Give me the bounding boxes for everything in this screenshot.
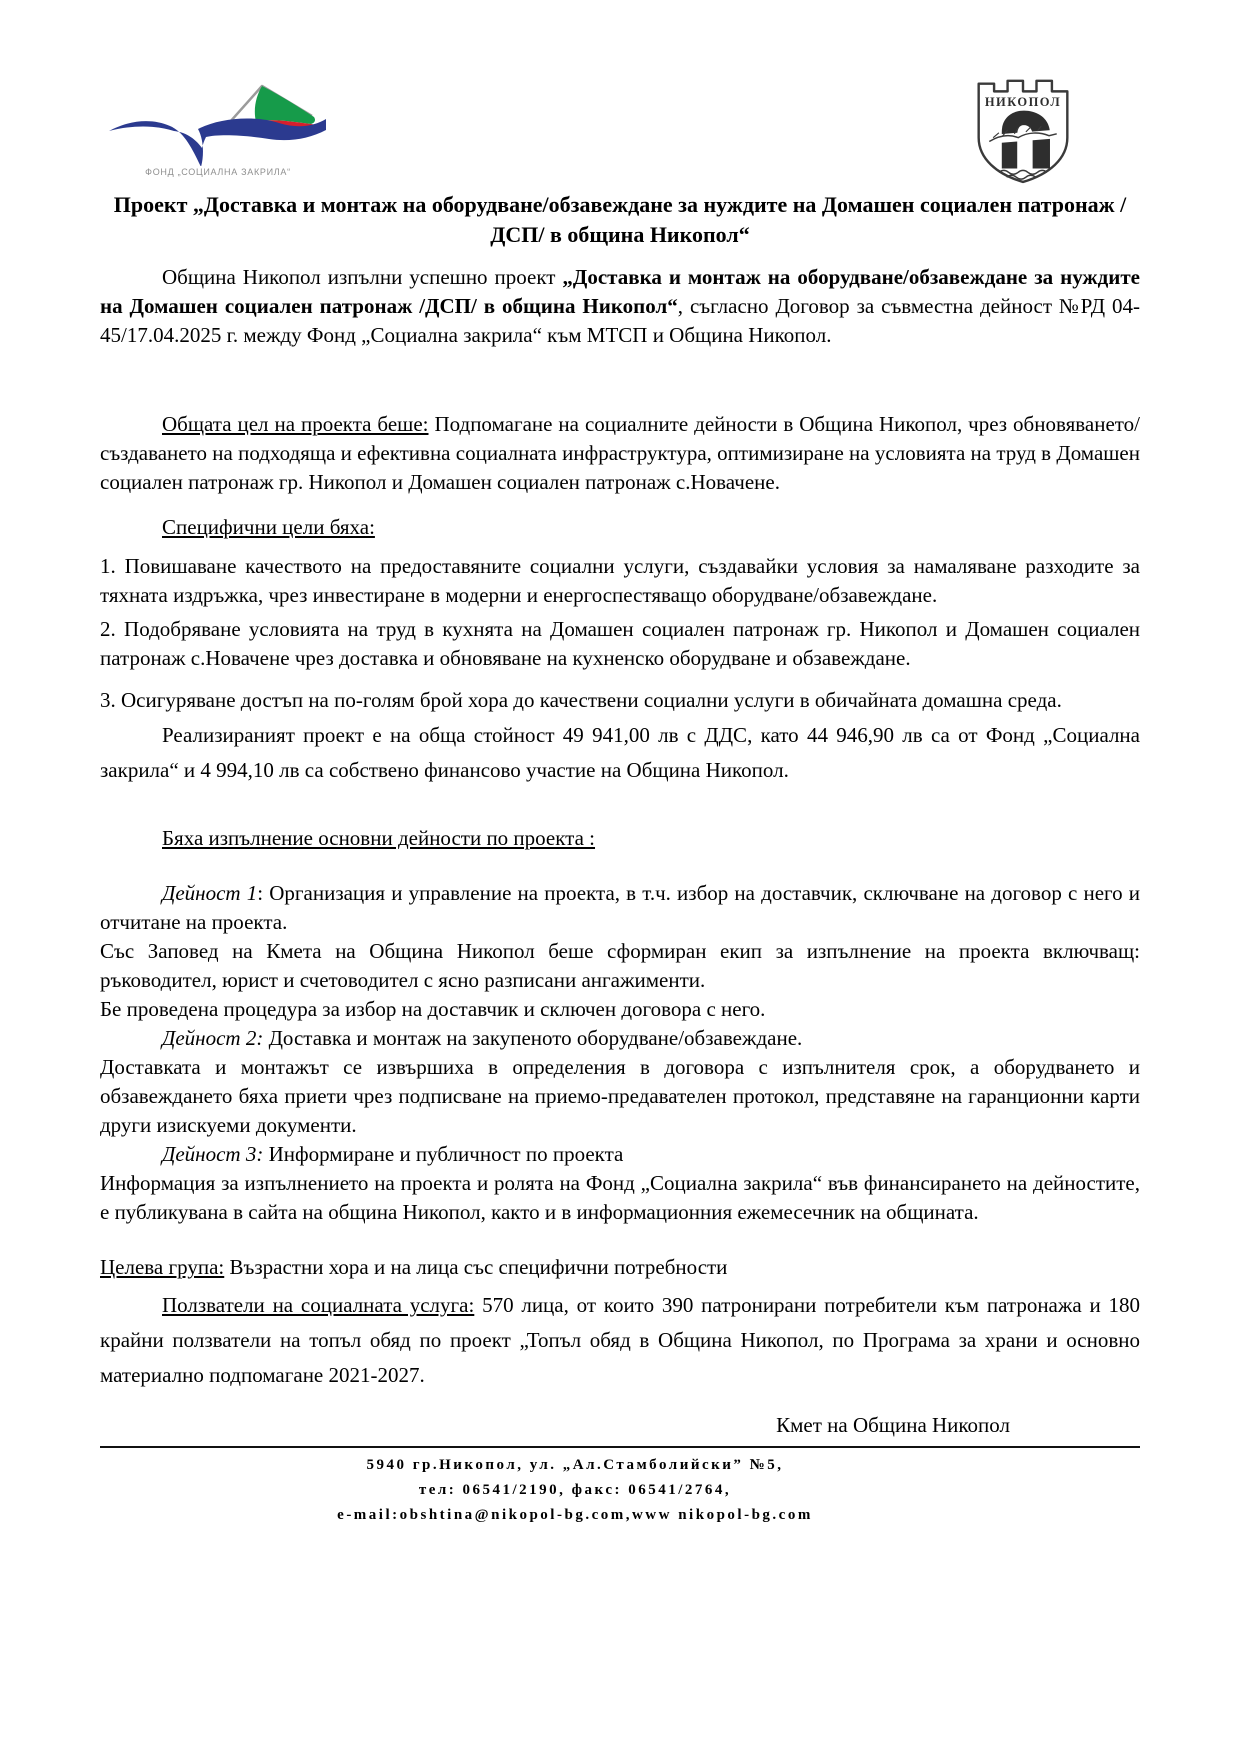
intro-text-pre: Община Никопол изпълни успешно проект <box>162 265 563 289</box>
intro-text-post: , съгласно Договор за съвместна дейност №РД 04-45/17.04.2025 г. между Фонд „Социална закрила“ към МТСП и Община Никопол. <box>100 294 1140 347</box>
activity-1-paragraph <box>100 879 1140 937</box>
activity-1-text: : Организация и управление на проекта, в т.ч. избор на доставчик, сключване на договор с него и отчитане на проекта. <box>100 881 1140 934</box>
users-label: Ползватели на социалната услуга: <box>162 1293 475 1317</box>
activity-2-paragraph <box>100 1024 1140 1053</box>
objective-item-3: 3. Осигуряване достъп на по-голям брой хора до качествени социални услуги в обичайната домашна среда. <box>100 688 1062 712</box>
separator-line <box>100 1446 1140 1448</box>
activity-2-text: Доставка и монтаж на закупеното оборудване/обзавеждане. <box>263 1026 803 1050</box>
project-goal-paragraph <box>100 410 1140 497</box>
activity-2-body-paragraph: Доставката и монтажът се извършиха в определения в договора с изпълнителя срок, а оборудването и обзавеждането бяха приети чрез подписване на приемо-предавателен протокол, представяне на гаранционни карти други изискуеми документи. <box>100 1055 1140 1137</box>
objective-item-1: 1. Повишаване качеството на предоставяните социални услуги, създавайки условия за намаляване разходите за тяхната издръжка, чрез инвестиране в модерни и енергоспестяващо оборудване/обзавеждане. <box>100 554 1140 607</box>
objective-item-2: 2. Подобряване условията на труд в кухнята на Домашен социален патронаж гр. Никопол и Домашен социален патронаж с.Новачене чрез доставка и обновяване на кухненско оборудване и обзавеждане. <box>100 617 1140 670</box>
goal-text: Подпомагане на социалните дейности в Община Никопол, чрез обновяването/създаването на подходяща и ефективна социалната инфраструктура, оптимизиране на условията на труд в Домашен социален патронаж гр. Никопол и Домашен социален патронаж с.Новачене. <box>100 412 1140 494</box>
goal-label: Общата цел на проекта беше: <box>162 412 429 436</box>
target-group-label: Целева група: <box>100 1255 225 1279</box>
signature-line: Кмет на Община Никопол <box>776 1413 1010 1437</box>
users-paragraph <box>100 1288 1140 1393</box>
fund-logo-caption: ФОНД „СОЦИАЛНА ЗАКРИЛА“ <box>145 167 291 177</box>
activity-1-team-paragraph: Със Заповед на Кмета на Община Никопол беше сформиран екип за изпълнение на проекта включващ: ръководител, юрист и счетоводител с ясно разписани ангажименти. <box>100 939 1140 992</box>
specific-goals-heading <box>100 513 1140 542</box>
activity-2-label: Дейност 2: <box>162 1026 264 1050</box>
activity-3-text: Информиране и публичност по проекта <box>263 1142 624 1166</box>
footer-address-line: 5940 гр.Никопол, ул. „Ал.Стамболийски” №5, <box>366 1457 784 1473</box>
fund-logo-graphic <box>104 74 332 166</box>
emblem-city-name: НИКОПОЛ <box>984 94 1062 109</box>
document-header <box>100 70 1140 186</box>
nikopol-emblem-graphic <box>970 70 1076 186</box>
footer-phone-line: тел: 06541/2190, факс: 06541/2764, <box>418 1482 732 1498</box>
intro-project-name-bold: „Доставка и монтаж на оборудване/обзавеждане за нуждите на Домашен социален патронаж /ДСП/ в община Никопол“ <box>100 265 1141 318</box>
nikopol-coat-of-arms <box>970 70 1076 191</box>
specific-goals-heading-label: Специфични цели бяха: <box>162 515 375 539</box>
intro-paragraph <box>100 263 1140 350</box>
activity-3-paragraph <box>100 1140 1140 1169</box>
activity-3-body-paragraph: Информация за изпълнението на проекта и ролята на Фонд „Социална закрила“ във финансирането на дейностите, е публикувана в сайта на община Никопол, както и в информационния ежемесечник на общината. <box>100 1171 1140 1224</box>
footer <box>100 1453 1050 1528</box>
fund-social-protection-logo <box>104 70 332 177</box>
target-group-text: Възрастни хора и на лица със специфични потребности <box>224 1255 728 1279</box>
users-text: 570 лица, от които 390 патронирани потребители към патронажа и 180 крайни ползватели на топъл обяд по проект „Топъл обяд в Община Никопол, по Програма за храни и основно материално подпомагане 2021-2027. <box>100 1293 1140 1387</box>
activities-heading-label: Бяха изпълнение основни дейности по проекта : <box>162 826 596 850</box>
activity-1-label: Дейност 1 <box>162 881 258 905</box>
budget-paragraph: Реализираният проект е на обща стойност 49 941,00 лв с ДДС, като 44 946,90 лв са от Фонд „Социална закрила“ и 4 994,10 лв са собствено финансово участие на Община Никопол. <box>100 723 1140 782</box>
activity-1-procedure-paragraph: Бе проведена процедура за избор на доставчик и сключен договора с него. <box>100 997 766 1021</box>
activity-3-label: Дейност 3: <box>162 1142 264 1166</box>
target-group-paragraph <box>100 1253 1140 1282</box>
footer-email-line: e-mail:obshtina@nikopol-bg.com,www nikopol-bg.com <box>337 1507 813 1523</box>
activities-heading <box>100 824 1140 853</box>
document-title: Проект „Доставка и монтаж на оборудване/обзавеждане за нуждите на Домашен социален патронаж /ДСП/ в община Никопол“ <box>113 192 1127 247</box>
